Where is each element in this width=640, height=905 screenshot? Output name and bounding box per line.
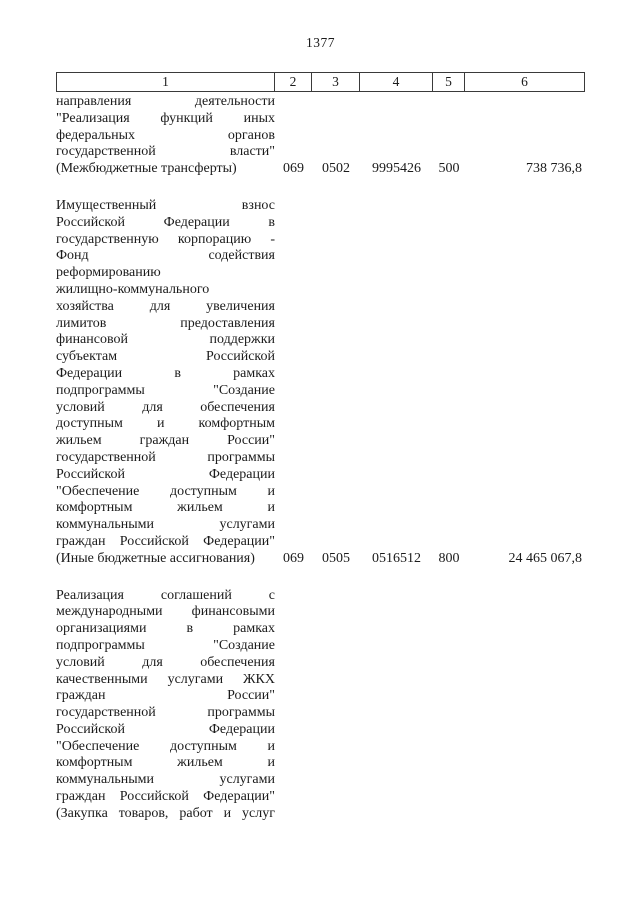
row-code-target: 9995426	[372, 161, 421, 177]
text-line: подпрограммы "Создание	[56, 382, 275, 398]
row-name-cell	[56, 94, 275, 178]
text-line: (Межбюджетные трансферты)	[56, 161, 237, 177]
text-line: организациями в рамках	[56, 621, 275, 637]
text-line: комфортным жильем и	[56, 500, 275, 516]
column-header-2: 2	[275, 72, 312, 92]
text-line: жильем граждан России"	[56, 433, 275, 449]
text-line: коммунальными услугами	[56, 772, 275, 788]
row-code-chapter: 069	[283, 550, 304, 566]
text-line: (Закупка товаров, работ и услуг	[56, 805, 275, 821]
text-line: Российской Федерации в	[56, 214, 275, 230]
text-line: государственную корпорацию -	[56, 231, 275, 247]
text-line: Российской Федерации	[56, 466, 275, 482]
text-line: международными финансовыми	[56, 604, 275, 620]
column-header-3: 3	[312, 72, 360, 92]
text-line: субъектам Российской	[56, 349, 275, 365]
text-line: лимитов предоставления	[56, 315, 275, 331]
table-header-row	[56, 72, 585, 92]
text-line: комфортным жильем и	[56, 755, 275, 771]
row-code-type: 500	[438, 161, 460, 177]
text-line: условий для обеспечения	[56, 654, 275, 670]
text-line: федеральных органов	[56, 127, 275, 143]
column-header-5: 5	[433, 72, 465, 92]
row-amount: 24 465 067,8	[508, 550, 582, 566]
text-line: "Обеспечение доступным и	[56, 738, 275, 754]
column-header-1: 1	[56, 72, 275, 92]
text-line: направления деятельности	[56, 94, 275, 109]
row-code-section: 0502	[322, 161, 350, 177]
row-code-chapter: 069	[283, 161, 304, 177]
text-line: Фонд содействия	[56, 248, 275, 264]
row-code-type: 800	[438, 550, 460, 566]
text-line: коммунальными услугами	[56, 517, 275, 533]
table-row	[56, 94, 585, 178]
column-header-6: 6	[465, 72, 585, 92]
table-row	[56, 588, 585, 823]
text-line: Федерации в рамках	[56, 365, 275, 381]
text-line: подпрограммы "Создание	[56, 637, 275, 653]
text-line: доступным и комфортным	[56, 416, 275, 432]
budget-table	[56, 72, 585, 823]
text-line: граждан Российской Федерации"	[56, 533, 275, 549]
text-line: государственной власти"	[56, 144, 275, 160]
text-line: граждан России"	[56, 688, 275, 704]
text-line: государственной программы	[56, 449, 275, 465]
text-line: хозяйства для увеличения	[56, 298, 275, 314]
row-name-cell	[56, 198, 275, 568]
text-line: качественными услугами ЖКХ	[56, 671, 275, 687]
row-code-section: 0505	[322, 550, 350, 566]
text-line: Российской Федерации	[56, 721, 275, 737]
text-line: жилищно-коммунального	[56, 281, 210, 297]
text-line: финансовой поддержки	[56, 332, 275, 348]
text-line: (Иные бюджетные ассигнования)	[56, 550, 255, 566]
row-name-cell	[56, 588, 275, 823]
row-code-target: 0516512	[372, 550, 421, 566]
text-line: Имущественный взнос	[56, 197, 275, 213]
text-line: условий для обеспечения	[56, 399, 275, 415]
text-line: "Реализация функций иных	[56, 110, 275, 126]
text-line: государственной программы	[56, 705, 275, 721]
row-amount: 738 736,8	[526, 161, 582, 177]
text-line: Реализация соглашений с	[56, 587, 275, 603]
text-line: "Обеспечение доступным и	[56, 483, 275, 499]
column-header-4: 4	[360, 72, 433, 92]
text-line: граждан Российской Федерации"	[56, 789, 275, 805]
text-line: реформированию	[56, 265, 161, 281]
table-row	[56, 198, 585, 568]
page-number: 1377	[306, 35, 335, 50]
